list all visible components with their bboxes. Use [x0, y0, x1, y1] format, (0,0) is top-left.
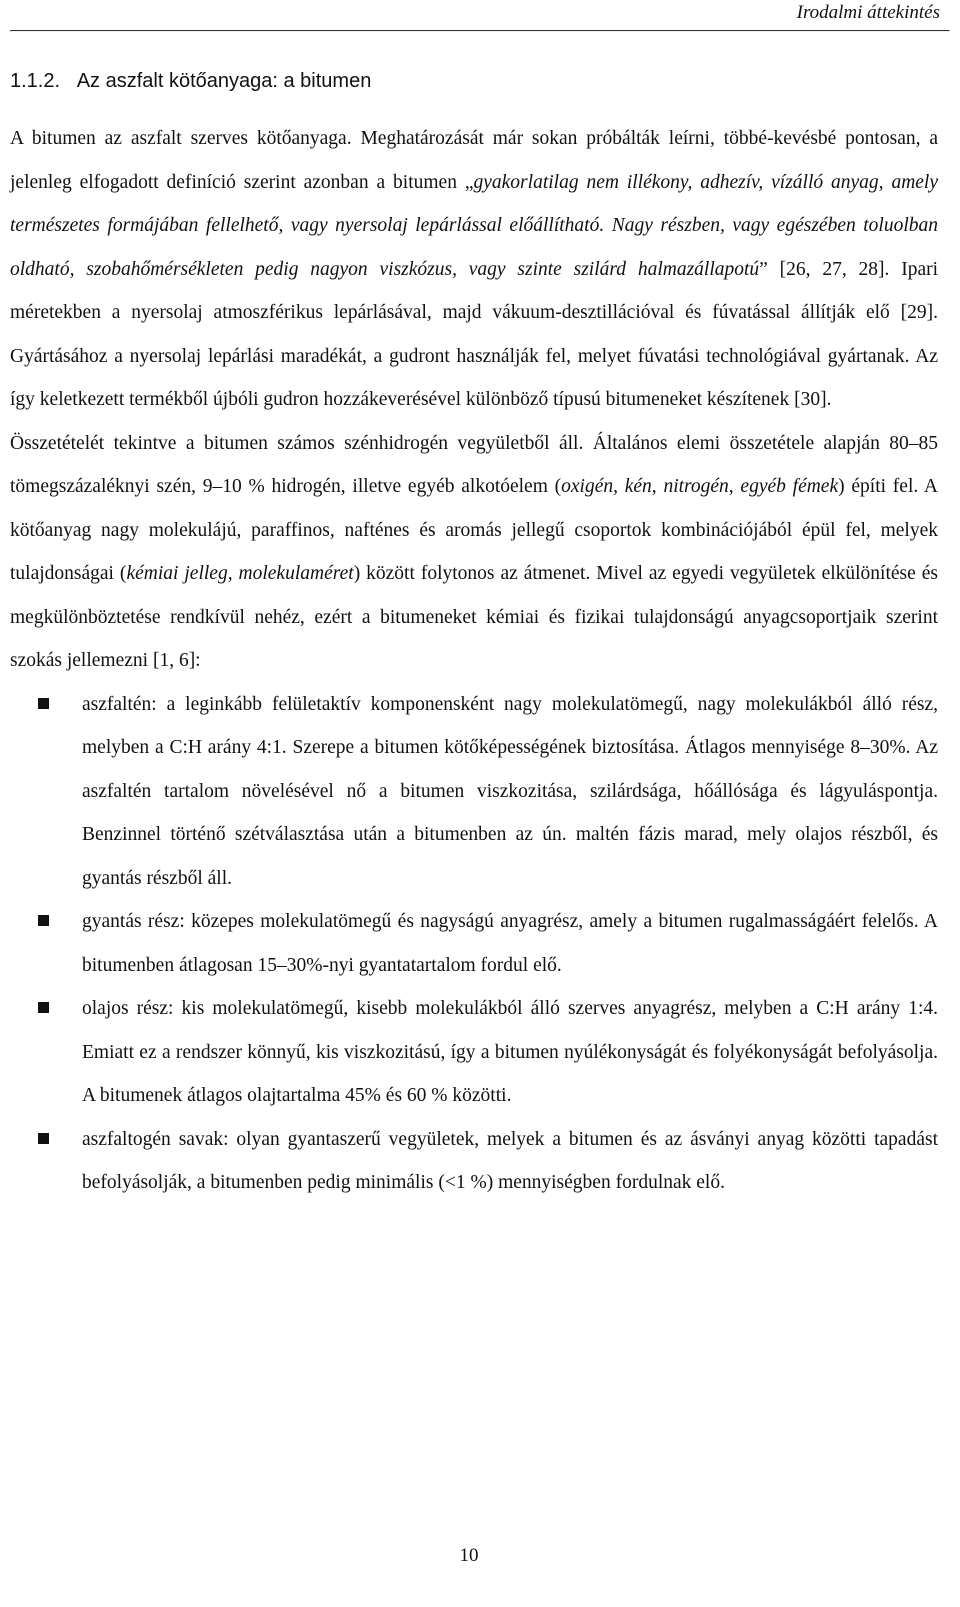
- section-number: 1.1.2.: [10, 70, 61, 92]
- paragraph-text: A bitumen az aszfalt szerves kötőanyaga. Meghatározását már sokan próbálták leírni, többé-kevésbé pontosan, a jelenleg elfogadott definíció szerint azonban a bitumen „: [10, 128, 938, 193]
- paragraph-text: ” [26, 27, 28]. Ipari méretekben a nyersolaj atmoszférikus lepárlásával, majd vákuum-desztillációval és fúvatással állítják elő [29]. Gyártásához a nyersolaj lepárlási maradékát, a gudront használják fel, melyet fúvatási technológiával gyártanak. Az így keletkezett termékből újbóli gudron hozzákeverésével különböző típusú bitumeneket készítenek [30].: [10, 258, 939, 410]
- section-title: Az aszfalt kötőanyaga: a bitumen: [76, 70, 372, 92]
- body-text: [10, 117, 938, 1205]
- paragraph-text: ) építi fel. A kötőanyag nagy molekulájú, paraffinos, nafténes és aromás jellegű csoportok kombinációjából épül fel, melyek tulajdonságai (: [10, 476, 938, 584]
- paragraph-text: ) között folytonos az átmenet. Mivel az egyedi vegyületek elkülönítése és megkülönböztetése rendkívül nehéz, ezért a bitumeneket kémiai és fizikai tulajdonságú anyagcsoportjaik szerint szokás jellemezni [1, 6]:: [10, 563, 938, 671]
- running-header: Irodalmi áttekintés: [796, 2, 940, 23]
- list-item-text: olajos rész: kis molekulatömegű, kisebb molekulákból álló szerves anyagrész, melyben a C:H arány 1:4. Emiatt ez a rendszer könnyű, kis viszkozitású, így a bitumen nyúlékonyságát és folyékonyságát befolyásolja. A bitumenek átlagos olajtartalma 45% és 60 % közötti.: [82, 998, 938, 1106]
- list-item: [10, 900, 938, 987]
- list-item-text: gyantás rész: közepes molekulatömegű és nagyságú anyagrész, amely a bitumen rugalmasságáért felelős. A bitumenben átlagosan 15–30%-nyi gyantatartalom fordul elő.: [82, 911, 938, 976]
- component-list: [10, 683, 938, 1205]
- square-bullet-icon: [38, 915, 49, 926]
- paragraph-definition: [10, 117, 938, 422]
- list-item-text: aszfaltén: a leginkább felületaktív komponensként nagy molekulatömegű, nagy molekulákból álló rész, melyben a C:H arány 4:1. Szerepe a bitumen kötőképességének biztosítása. Átlagos mennyisége 8–30%. Az aszfaltén tartalom növelésével nő a bitumen viszkozitása, szilárdsága, hőállósága és lágyuláspontja. Benzinnel történő szétválasztása után a bitumenben az ún. maltén fázis marad, mely olajos részből, és gyantás részből áll.: [82, 693, 938, 889]
- definition-quote: gyakorlatilag nem illékony, adhezív, vízálló anyag, amely természetes formájában fellelhető, vagy nyersolaj lepárlással előállítható. Nagy részben, vagy egészében toluolban oldható, szobahőmérsékleten pedig nagyon viszkózus, vagy szinte szilárd halmazállapotú: [10, 171, 939, 280]
- paragraph-composition: [10, 422, 938, 683]
- italic-term: kémiai jelleg, molekulaméret: [126, 563, 354, 584]
- page-number: 10: [459, 1545, 479, 1566]
- square-bullet-icon: [38, 698, 49, 709]
- list-item-text: aszfaltogén savak: olyan gyantaszerű vegyületek, melyek a bitumen és az ásványi anyag közötti tapadást befolyásolják, a bitumenben pedig minimális (<1 %) mennyiségben fordulnak elő.: [82, 1128, 938, 1193]
- italic-term: oxigén, kén, nitrogén, egyéb fémek: [561, 476, 839, 497]
- paragraph-text: Összetételét tekintve a bitumen számos szénhidrogén vegyületből áll. Általános elemi összetétele alapján 80–85 tömegszázaléknyi szén, 9–10 % hidrogén, illetve egyéb alkotóelem (: [10, 432, 938, 497]
- square-bullet-icon: [38, 1133, 49, 1144]
- section-heading: [10, 70, 371, 93]
- list-item: [10, 987, 938, 1118]
- header-divider: [10, 30, 950, 32]
- square-bullet-icon: [38, 1002, 49, 1013]
- list-item: [10, 1118, 938, 1205]
- list-item: [10, 683, 938, 901]
